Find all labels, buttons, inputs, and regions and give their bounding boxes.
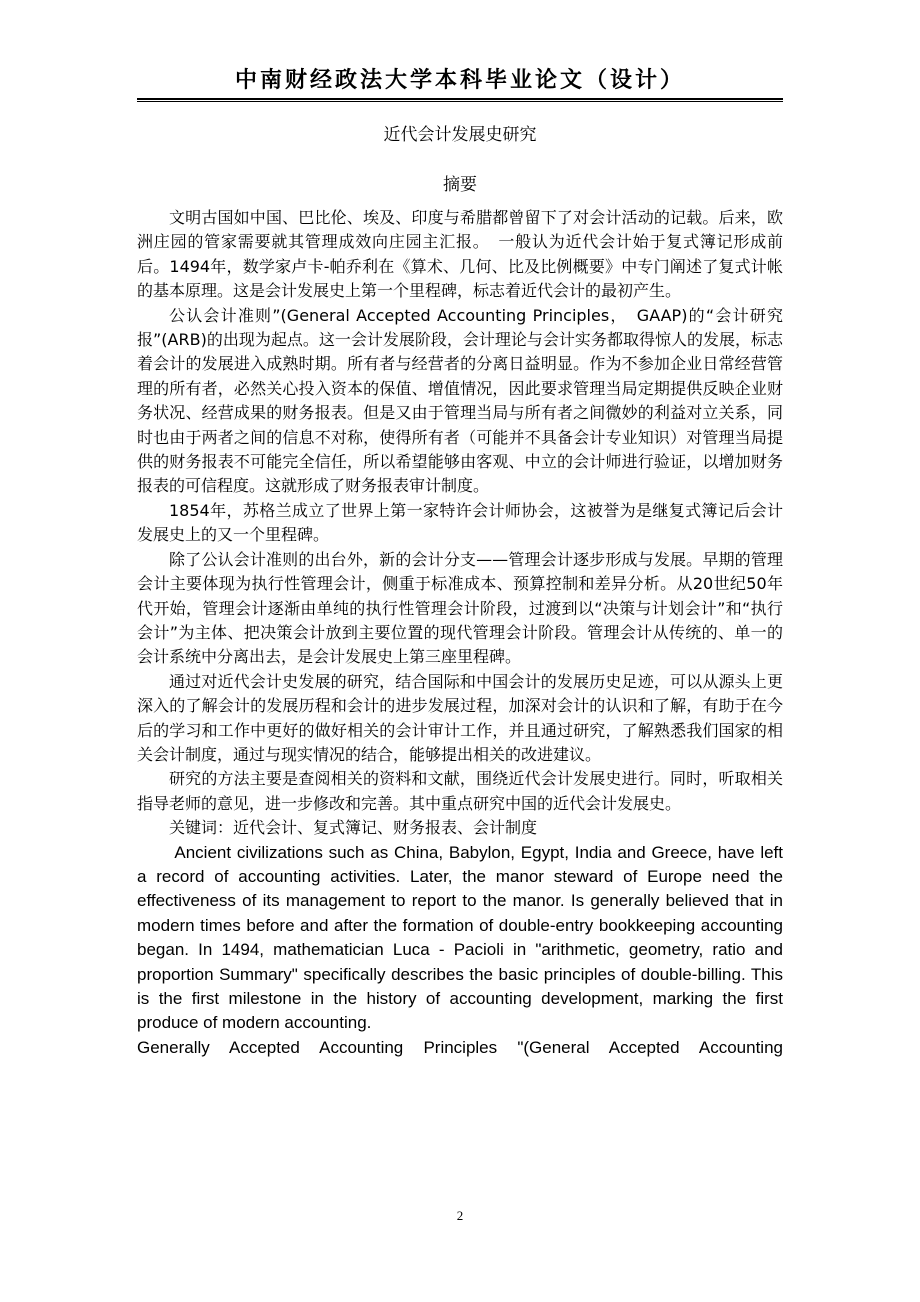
paragraph: 研究的方法主要是查阅相关的资料和文献，围绕近代会计发展史进行。同时，听取相关指导老师的意见，进一步修改和完善。其中重点研究中国的近代会计发展史。 <box>137 769 783 813</box>
abstract-body <box>137 206 783 1060</box>
paragraph: 公认会计准则”(General Accepted Accounting Principles， GAAP)的“会计研究报”(ARB)的出现为起点。这一会计发展阶段，会计理论与会计实务都取得惊人的发展，标志着会计的发展进入成熟时期。所有者与经营者的分离日益明显。作为不参加企业日常经营管理的所有者，必然关心投入资本的保值、增值情况，因此要求管理当局定期提供反映企业财务状况、经营成果的财务报表。但是又由于管理当局与所有者之间微妙的利益对立关系，同时也由于两者之间的信息不对称，使得所有者（可能并不具备会计专业知识）对管理当局提供的财务报表不可能完全信任，所以希望能够由客观、中立的会计师进行验证，以增加财务报表的可信程度。这就形成了财务报表审计制度。 <box>137 305 783 496</box>
header-rule-thin <box>137 101 783 102</box>
paper-title: 近代会计发展史研究 <box>383 125 537 145</box>
header-rule <box>137 98 783 100</box>
abstract-heading: 摘要 <box>443 175 477 195</box>
english-abstract-paragraph: Generally Accepted Accounting Principles "(General Accepted Accounting <box>137 1037 783 1057</box>
keywords: 关键词：近代会计、复式簿记、财务报表、会计制度 <box>169 818 538 838</box>
paragraph: 文明古国如中国、巴比伦、埃及、印度与希腊都曾留下了对会计活动的记载。后来，欧洲庄园的管家需要就其管理成效向庄园主汇报。 一般认为近代会计始于复式簿记形成前后。1494年，数学家卢卡-帕乔利在《算术、几何、比及比例概要》中专门阐述了复式计帐的基本原理。这是会计发展史上第一个里程碑，标志着近代会计的最初产生。 <box>137 208 783 301</box>
english-abstract-paragraph: Ancient civilizations such as China, Babylon, Egypt, India and Greece, have left a record of accounting activities. Later, the manor steward of Europe need the effectiveness of its management to report to the manor. Is generally believed that in modern times before and after the formation of double-entry bookkeeping accounting began. In 1494, mathematician Luca - Pacioli in "arithmetic, geometry, ratio and proportion Summary" specifically describes the basic principles of double-billing. This is the first milestone in the history of accounting development, marking the first produce of modern accounting. <box>137 842 783 1033</box>
page-number: 2 <box>456 1208 464 1223</box>
paragraph: 1854年，苏格兰成立了世界上第一家特许会计师协会，这被誉为是继复式簿记后会计发展史上的又一个里程碑。 <box>137 500 783 545</box>
paragraph: 通过对近代会计史发展的研究，结合国际和中国会计的发展历史足迹，可以从源头上更深入的了解会计的发展历程和会计的进步发展过程，加深对会计的认识和了解，有助于在今后的学习和工作中更好的做好相关的会计审计工作，并且通过研究，了解熟悉我们国家的相关会计制度，通过与现实情况的结合，能够提出相关的改进建议。 <box>137 671 783 764</box>
running-header: 中南财经政法大学本科毕业论文（设计） <box>234 68 685 93</box>
paragraph: 除了公认会计准则的出台外，新的会计分支——管理会计逐步形成与发展。早期的管理会计主要体现为执行性管理会计，侧重于标准成本、预算控制和差异分析。从20世纪50年代开始，管理会计逐渐由单纯的执行性管理会计阶段，过渡到以“决策与计划会计”和“执行会计”为主体、把决策会计放到主要位置的现代管理会计阶段。管理会计从传统的、单一的会计系统中分离出去，是会计发展史上第三座里程碑。 <box>137 549 783 667</box>
